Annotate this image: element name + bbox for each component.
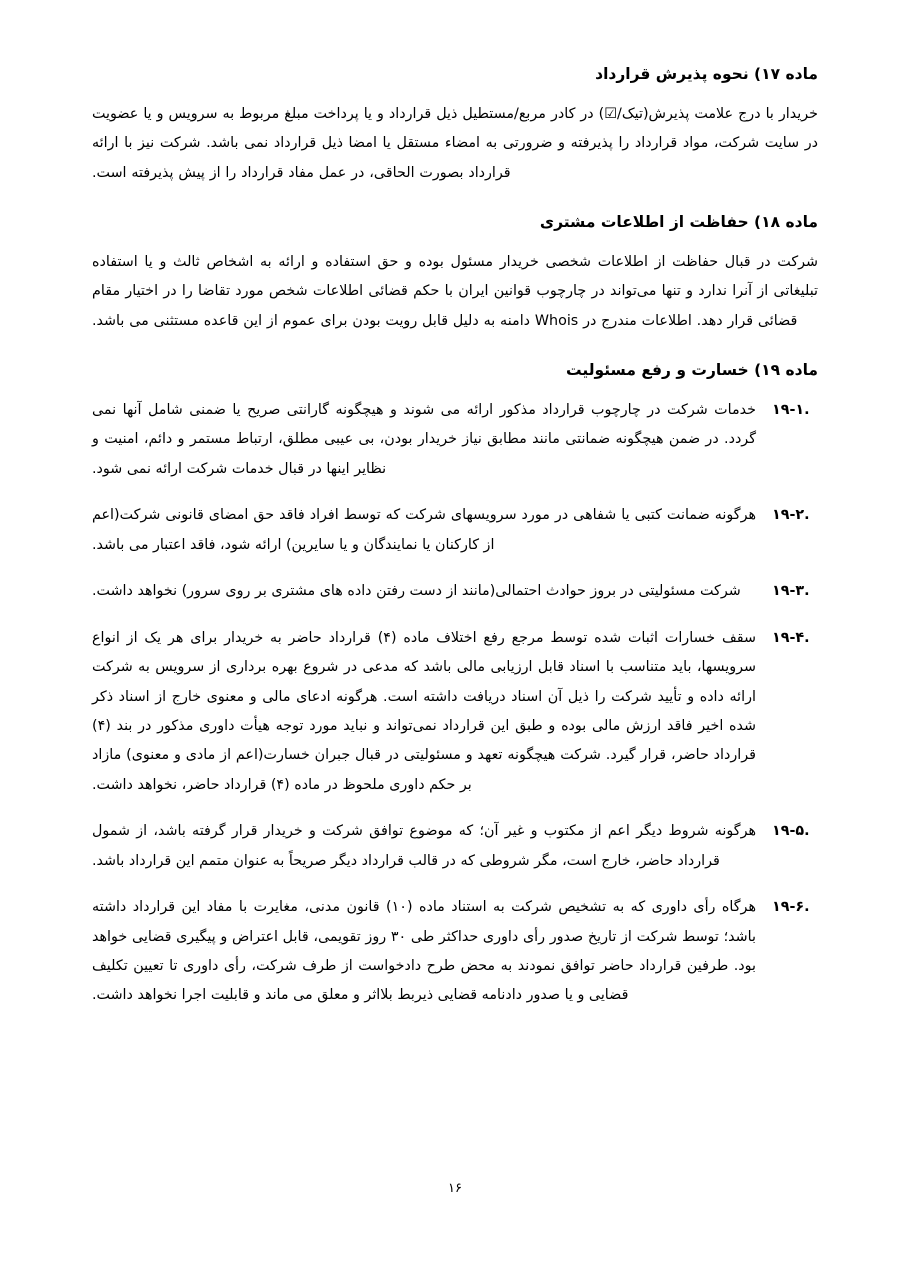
section-paragraph-article-18: شرکت در قبال حفاظت از اطلاعات شخصی خریدار مسئول بوده و حق استفاده و ارائه به اشخاص ثالث و یا استفاده تبلیغاتی از آنرا ندارد و تنها می‌تواند در چارچوب قوانین ایران با حکم قضائی اطلاعات شخص مورد تقاضا را در اختیار مقام قضائی قرار دهد. اطلاعات مندرج در Whois دامنه به دلیل قابل رویت بودن برای عموم از این قاعده مستثنی می باشد. xyxy=(92,253,818,329)
list-item-marker: ۱۹-۶. xyxy=(772,899,810,916)
list-item xyxy=(92,501,818,560)
list-item-marker: ۱۹-۱. xyxy=(772,402,810,419)
list-item-text: هرگونه شروط دیگر اعم از مکتوب و غیر آن؛ که موضوع توافق شرکت و خریدار قرار گرفته باشد، از شمول قرارداد حاضر، خارج است، مگر شروطی که در قالب قرارداد دیگر صریحاً به عنوان متمم این قرارداد باشد. xyxy=(92,823,756,869)
page-number: ۱۶ xyxy=(448,1181,462,1196)
list-item-text: خدمات شرکت در چارچوب قرارداد مذکور ارائه می شوند و هیچگونه گارانتی صریح یا ضمنی شامل آنها نمی گردد. در ضمن هیچگونه ضمانتی مانند مطابق نیاز خریدار بودن، بی عیبی مطلق، ارتباط مستمر و دائم، امنیت و نظایر اینها در قبال خدمات شرکت ارائه نمی شود. xyxy=(92,402,756,477)
list-item xyxy=(92,396,818,484)
list-item-marker: ۱۹-۴. xyxy=(772,629,810,646)
document-content xyxy=(92,62,818,1011)
list-item xyxy=(92,577,818,606)
list-item xyxy=(92,893,818,1011)
section-article-18 xyxy=(92,210,818,336)
list-item-marker: ۱۹-۲. xyxy=(772,507,810,524)
list-item xyxy=(92,817,818,876)
list-item-text: سقف خسارات اثبات شده توسط مرجع رفع اختلاف ماده (۴) قرارداد حاضر به خریدار برای هر یک از انواع سرویسها، باید متناسب با اسناد قابل ارزیابی مالی باشد که مدعی در شروع بهره برداری از سرویس به شرکت ارائه داده و تأیید شرکت را ذیل آن اسناد دریافت داشته است. هرگونه ادعای مالی و معنوی خارج از اسناد ذکر شده اخیر فاقد ارزش مالی بوده و طبق این قرارداد نمی‌تواند و نباید مورد توجه هیأت داوری مذکور در بند (۴) قرارداد حاضر، قرار گیرد. شرکت هیچگونه تعهد و مسئولیتی در قبال جبران خسارت(اعم از مادی و معنوی) مازاد بر حکم داوری ملحوظ در ماده (۴) قرارداد حاضر، نخواهد داشت. xyxy=(92,629,756,793)
list-item-marker: ۱۹-۳. xyxy=(772,583,810,600)
section-article-17 xyxy=(92,62,818,188)
clause-list-article-19 xyxy=(92,396,818,1011)
section-paragraph-article-17: خریدار با درج علامت پذیرش(تیک/☑) در کادر مربع/مستطیل ذیل قرارداد و یا پرداخت مبلغ مربوط به سرویس و یا عضویت در سایت شرکت، مواد قرارداد را پذیرفته و ضرورتی به امضاء مستقل یا امضا ذیل قرارداد نمی باشد. شرکت نیز با ارائه قرارداد بصورت الحاقی، در عمل مفاد قرارداد را از پیش پذیرفته است. xyxy=(92,105,818,181)
list-item-text: شرکت مسئولیتی در بروز حوادث احتمالی(مانند از دست رفتن داده های مشتری بر روی سرور) نخواهد داشت. xyxy=(92,583,741,600)
list-item-text: هرگاه رأی داوری که به تشخیص شرکت به استناد ماده (۱۰) قانون مدنی، مغایرت با مفاد این قرارداد داشته باشد؛ توسط شرکت از تاریخ صدور رأی داوری حداکثر طی ۳۰ روز تقویمی، قابل اعتراض و پیگیری قضایی خواهد بود. طرفین قرارداد حاضر توافق نمودند به محض طرح دادخواست از طرف شرکت، رأی داوری تا تعیین تکلیف قضایی و یا صدور دادنامه قضایی ذیربط بلااثر و معلق می ماند و قابلیت اجرا نخواهد داشت. xyxy=(92,899,756,1004)
list-item-marker: ۱۹-۵. xyxy=(772,823,810,840)
section-heading-article-17: ماده ۱۷) نحوه پذیرش قرارداد xyxy=(595,65,818,83)
section-heading-article-19: ماده ۱۹) خسارت و رفع مسئولیت xyxy=(565,361,818,380)
list-item-text: هرگونه ضمانت کتبی یا شفاهی در مورد سرویسهای شرکت که توسط افراد فاقد حق امضای قانونی شرکت(اعم از کارکنان یا نمایندگان و یا سایرین) ارائه شود، فاقد اعتبار می باشد. xyxy=(92,507,756,553)
section-heading-article-18: ماده ۱۸) حفاظت از اطلاعات مشتری xyxy=(539,213,818,232)
section-article-19 xyxy=(92,358,818,1011)
list-item xyxy=(92,624,818,801)
